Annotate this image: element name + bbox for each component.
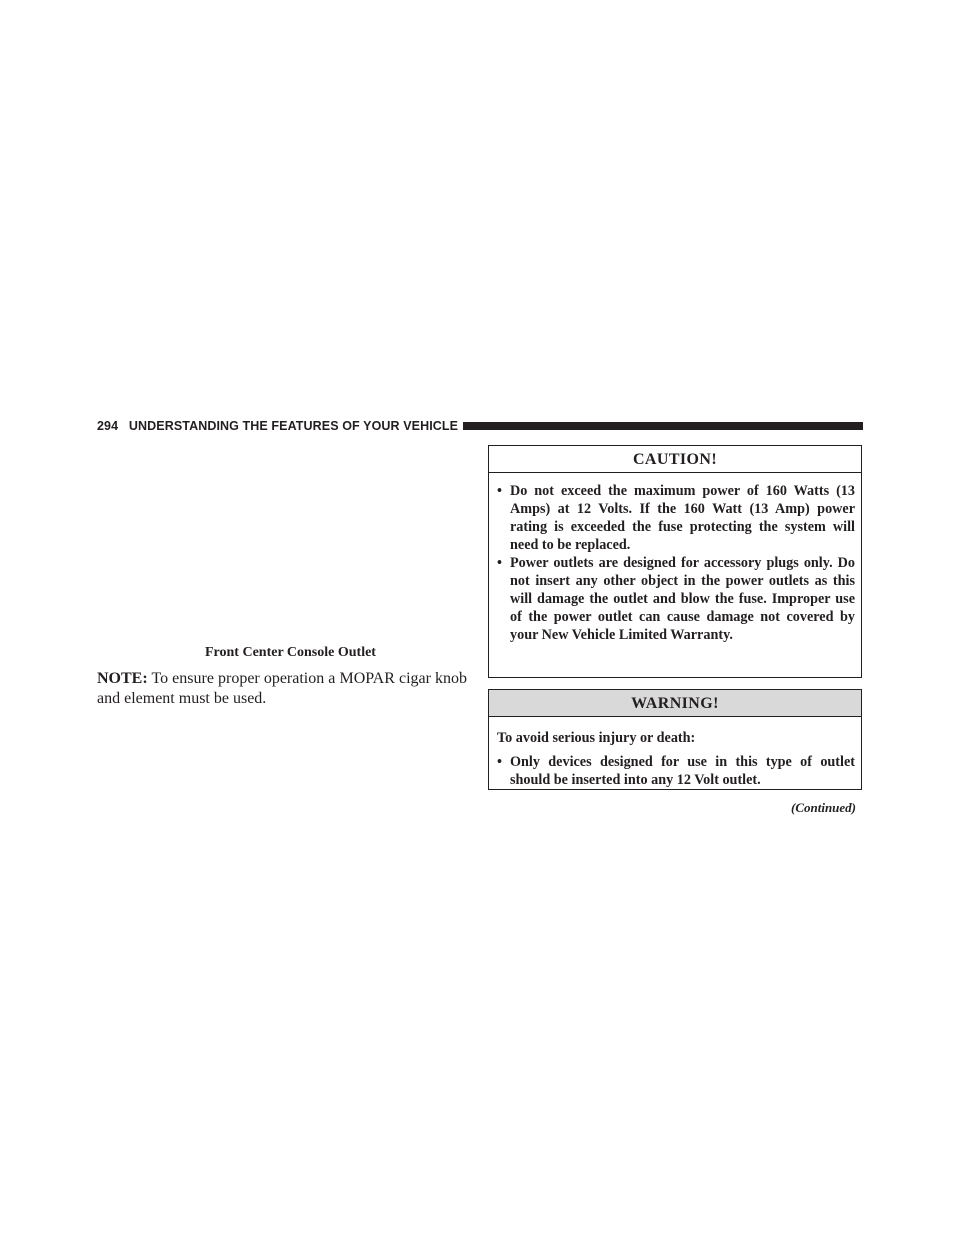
caution-body [489,473,861,644]
caution-item [497,554,855,644]
header-rule [463,422,863,430]
bullet-icon: • [497,754,502,770]
caution-item-text: Power outlets are designed for accessory plugs only. Do not insert any other object in the power outlets as this will damage the outlet and blow the fuse. Improper use of the power outlet can cause damage not covered by your New Vehicle Limited Warranty. [510,555,855,643]
caution-item [497,482,855,554]
warning-item [497,753,855,789]
note-paragraph [97,669,467,709]
header-text [97,419,458,433]
page-number: 294 [97,419,119,433]
warning-box [488,689,862,790]
caution-item-text: Do not exceed the maximum power of 160 Watts (13 Amps) at 12 Volts. If the 160 Watt (13 Amp) power rating is exceeded the fuse protecting the system will need to be replaced. [510,483,855,553]
figure-caption: Front Center Console Outlet [205,645,376,660]
warning-title: WARNING! [489,690,861,717]
caution-title: CAUTION! [489,446,861,473]
warning-body [489,717,861,789]
page-header [97,419,863,433]
bullet-icon: • [497,555,502,571]
continued-label: (Continued) [790,800,856,815]
note-label: NOTE: [97,670,148,687]
caution-box [488,445,862,678]
section-title: UNDERSTANDING THE FEATURES OF YOUR VEHICLE [128,419,459,433]
note-text: To ensure proper operation a MOPAR cigar knob and element must be used. [97,670,467,707]
warning-lead: To avoid serious injury or death: [497,730,696,746]
warning-item-text: Only devices designed for use in this type of outlet should be inserted into any 12 Volt outlet. [510,754,855,788]
bullet-icon: • [497,483,502,499]
